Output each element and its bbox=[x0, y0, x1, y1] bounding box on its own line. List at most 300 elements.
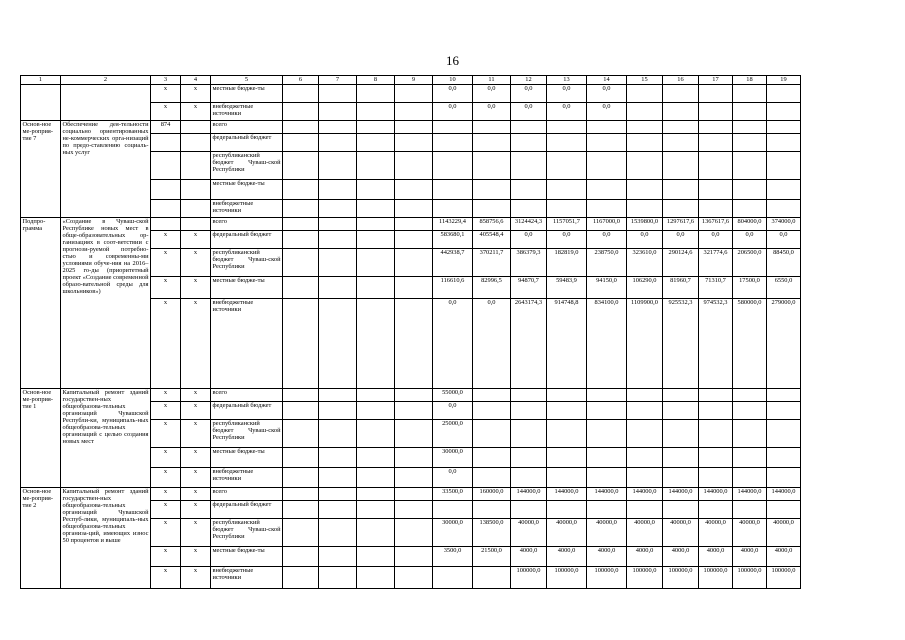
table-row bbox=[21, 218, 801, 231]
value-cell: 442938,7 bbox=[433, 249, 473, 277]
value-cell: 21500,0 bbox=[473, 547, 511, 567]
value-cell: 4000,0 bbox=[663, 547, 699, 567]
value-cell: 81960,7 bbox=[663, 277, 699, 299]
code-cell: х bbox=[151, 299, 181, 389]
code-cell: х bbox=[151, 402, 181, 420]
code-cell bbox=[181, 121, 211, 134]
empty-cell bbox=[283, 231, 319, 249]
value-cell bbox=[473, 420, 511, 448]
empty-cell bbox=[283, 103, 319, 121]
value-cell bbox=[733, 121, 767, 134]
code-cell: х bbox=[181, 389, 211, 402]
source-cell: республиканский бюджет Чуваш-ской Республики bbox=[211, 420, 283, 448]
source-cell: внебюджетные источники bbox=[211, 468, 283, 488]
source-cell: республиканский бюджет Чуваш-ской Республики bbox=[211, 519, 283, 547]
value-cell bbox=[587, 468, 627, 488]
value-cell bbox=[547, 448, 587, 468]
empty-cell bbox=[395, 249, 433, 277]
empty-cell bbox=[357, 152, 395, 180]
name-cell: Капитальный ремонт зданий государствен-ных общеобразова-тельных организаций Чувашской Респуб-лики, муниципаль-ных общеобразова-тельных организа-ций, имеющих износ 50 процентов и выше bbox=[61, 488, 151, 589]
value-cell bbox=[511, 468, 547, 488]
empty-cell bbox=[319, 85, 357, 103]
value-cell: 0,0 bbox=[547, 103, 587, 121]
value-cell bbox=[699, 448, 733, 468]
code-cell: х bbox=[181, 567, 211, 589]
value-cell: 40000,0 bbox=[733, 519, 767, 547]
empty-cell bbox=[319, 468, 357, 488]
empty-cell bbox=[283, 85, 319, 103]
value-cell bbox=[733, 152, 767, 180]
code-cell: х bbox=[181, 519, 211, 547]
value-cell: 4000,0 bbox=[767, 547, 801, 567]
value-cell bbox=[663, 152, 699, 180]
empty-cell bbox=[319, 402, 357, 420]
value-cell bbox=[627, 121, 663, 134]
code-cell bbox=[151, 218, 181, 231]
code-cell: х bbox=[151, 488, 181, 501]
empty-cell bbox=[283, 277, 319, 299]
value-cell bbox=[473, 448, 511, 468]
value-cell: 25000,0 bbox=[433, 420, 473, 448]
code-cell: х bbox=[181, 277, 211, 299]
value-cell: 100000,0 bbox=[547, 567, 587, 589]
source-cell: всего bbox=[211, 389, 283, 402]
value-cell bbox=[473, 180, 511, 200]
value-cell bbox=[767, 468, 801, 488]
value-cell bbox=[511, 152, 547, 180]
value-cell: 40000,0 bbox=[511, 519, 547, 547]
value-cell: 386379,3 bbox=[511, 249, 547, 277]
empty-cell bbox=[283, 402, 319, 420]
table-body bbox=[21, 76, 801, 589]
empty-cell bbox=[283, 547, 319, 567]
empty-cell bbox=[357, 180, 395, 200]
value-cell: 40000,0 bbox=[767, 519, 801, 547]
empty-cell bbox=[357, 249, 395, 277]
empty-cell bbox=[319, 519, 357, 547]
source-cell: местные бюдже-ты bbox=[211, 547, 283, 567]
value-cell: 138500,0 bbox=[473, 519, 511, 547]
value-cell bbox=[473, 567, 511, 589]
empty-cell bbox=[395, 402, 433, 420]
empty-cell bbox=[283, 299, 319, 389]
value-cell bbox=[663, 103, 699, 121]
header-cell: 2 bbox=[61, 76, 151, 85]
value-cell: 144000,0 bbox=[627, 488, 663, 501]
value-cell bbox=[587, 180, 627, 200]
name-cell: «Создание в Чуваш-ской Республике новых мест в обще-образовательных ор-ганизациях в соот-ветствии с прогнози-руемой потребно-стью и современны-ми условиями обуче-ния на 2016–2025 го-ды (приоритетный проект «Создание современной образо-вательной среды для школьников») bbox=[61, 218, 151, 389]
value-cell bbox=[473, 468, 511, 488]
empty-cell bbox=[395, 277, 433, 299]
source-cell: внебюджетные источники bbox=[211, 299, 283, 389]
source-cell: федеральный бюджет bbox=[211, 134, 283, 152]
empty-cell bbox=[283, 389, 319, 402]
value-cell bbox=[473, 121, 511, 134]
value-cell: 4000,0 bbox=[733, 547, 767, 567]
code-cell bbox=[181, 152, 211, 180]
value-cell: 30000,0 bbox=[433, 519, 473, 547]
empty-cell bbox=[357, 547, 395, 567]
value-cell bbox=[627, 501, 663, 519]
value-cell bbox=[587, 402, 627, 420]
value-cell bbox=[699, 152, 733, 180]
empty-cell bbox=[283, 121, 319, 134]
value-cell: 580000,0 bbox=[733, 299, 767, 389]
value-cell: 1109900,0 bbox=[627, 299, 663, 389]
code-cell: х bbox=[151, 103, 181, 121]
empty-cell bbox=[319, 420, 357, 448]
value-cell: 59483,9 bbox=[547, 277, 587, 299]
empty-cell bbox=[319, 231, 357, 249]
empty-cell bbox=[319, 218, 357, 231]
value-cell bbox=[433, 200, 473, 218]
value-cell: 82996,5 bbox=[473, 277, 511, 299]
value-cell bbox=[473, 134, 511, 152]
value-cell bbox=[699, 103, 733, 121]
empty-cell bbox=[395, 389, 433, 402]
value-cell: 238750,0 bbox=[587, 249, 627, 277]
header-cell: 14 bbox=[587, 76, 627, 85]
value-cell: 858756,6 bbox=[473, 218, 511, 231]
value-cell: 0,0 bbox=[699, 231, 733, 249]
code-cell: х bbox=[151, 501, 181, 519]
value-cell: 144000,0 bbox=[767, 488, 801, 501]
value-cell bbox=[433, 501, 473, 519]
value-cell: 0,0 bbox=[587, 85, 627, 103]
value-cell: 0,0 bbox=[433, 299, 473, 389]
code-cell bbox=[181, 200, 211, 218]
value-cell bbox=[733, 420, 767, 448]
code-cell: х bbox=[181, 299, 211, 389]
empty-cell bbox=[319, 180, 357, 200]
value-cell bbox=[627, 420, 663, 448]
value-cell bbox=[473, 402, 511, 420]
value-cell bbox=[627, 200, 663, 218]
empty-cell bbox=[395, 501, 433, 519]
value-cell bbox=[699, 468, 733, 488]
source-cell: всего bbox=[211, 488, 283, 501]
value-cell bbox=[699, 402, 733, 420]
code-cell: х bbox=[181, 231, 211, 249]
empty-cell bbox=[395, 152, 433, 180]
value-cell: 0,0 bbox=[473, 299, 511, 389]
code-cell: х bbox=[151, 85, 181, 103]
value-cell: 0,0 bbox=[433, 402, 473, 420]
value-cell: 100000,0 bbox=[699, 567, 733, 589]
value-cell: 583680,1 bbox=[433, 231, 473, 249]
program-cell: Основ-ное ме-роприя-тие 2 bbox=[21, 488, 61, 589]
value-cell bbox=[663, 501, 699, 519]
value-cell bbox=[663, 468, 699, 488]
header-cell: 17 bbox=[699, 76, 733, 85]
value-cell bbox=[627, 103, 663, 121]
value-cell bbox=[663, 134, 699, 152]
value-cell: 40000,0 bbox=[663, 519, 699, 547]
header-cell: 4 bbox=[181, 76, 211, 85]
empty-cell bbox=[283, 249, 319, 277]
empty-cell bbox=[283, 567, 319, 589]
name-cell: Обеспечение дея-тельности социально ориентированных не-коммерческих орга-низаций по предо-ставлению социаль-ных услуг bbox=[61, 121, 151, 218]
empty-cell bbox=[283, 468, 319, 488]
value-cell: 4000,0 bbox=[699, 547, 733, 567]
empty-cell bbox=[395, 180, 433, 200]
empty-cell bbox=[283, 448, 319, 468]
source-cell: федеральный бюджет bbox=[211, 231, 283, 249]
value-cell: 925532,3 bbox=[663, 299, 699, 389]
code-cell bbox=[181, 180, 211, 200]
table-row bbox=[21, 488, 801, 501]
header-cell: 8 bbox=[357, 76, 395, 85]
value-cell bbox=[511, 180, 547, 200]
code-cell: х bbox=[181, 85, 211, 103]
value-cell bbox=[767, 501, 801, 519]
value-cell bbox=[547, 134, 587, 152]
value-cell: 94870,7 bbox=[511, 277, 547, 299]
value-cell bbox=[663, 121, 699, 134]
source-cell: республиканский бюджет Чуваш-ской Республики bbox=[211, 249, 283, 277]
code-cell: х bbox=[181, 103, 211, 121]
code-cell: х bbox=[151, 567, 181, 589]
value-cell bbox=[587, 448, 627, 468]
value-cell: 1167000,0 bbox=[587, 218, 627, 231]
empty-cell bbox=[395, 218, 433, 231]
value-cell: 974532,3 bbox=[699, 299, 733, 389]
header-cell: 3 bbox=[151, 76, 181, 85]
value-cell: 374000,0 bbox=[767, 218, 801, 231]
value-cell bbox=[511, 134, 547, 152]
empty-cell bbox=[395, 488, 433, 501]
value-cell bbox=[733, 180, 767, 200]
value-cell: 0,0 bbox=[433, 103, 473, 121]
code-cell bbox=[151, 152, 181, 180]
empty-cell bbox=[357, 567, 395, 589]
value-cell bbox=[511, 448, 547, 468]
value-cell bbox=[627, 468, 663, 488]
value-cell: 88450,0 bbox=[767, 249, 801, 277]
header-cell: 9 bbox=[395, 76, 433, 85]
value-cell: 71310,7 bbox=[699, 277, 733, 299]
value-cell bbox=[767, 420, 801, 448]
header-cell: 16 bbox=[663, 76, 699, 85]
empty-cell bbox=[319, 448, 357, 468]
empty-cell bbox=[283, 180, 319, 200]
value-cell bbox=[433, 121, 473, 134]
value-cell: 160000,0 bbox=[473, 488, 511, 501]
empty-cell bbox=[357, 85, 395, 103]
source-cell: местные бюдже-ты bbox=[211, 180, 283, 200]
value-cell bbox=[547, 402, 587, 420]
value-cell: 804000,0 bbox=[733, 218, 767, 231]
value-cell bbox=[663, 180, 699, 200]
code-cell: х bbox=[181, 448, 211, 468]
code-cell bbox=[151, 180, 181, 200]
empty-cell bbox=[395, 547, 433, 567]
value-cell bbox=[473, 152, 511, 180]
value-cell bbox=[627, 389, 663, 402]
value-cell bbox=[699, 501, 733, 519]
value-cell: 914748,8 bbox=[547, 299, 587, 389]
value-cell: 40000,0 bbox=[699, 519, 733, 547]
code-cell: х bbox=[151, 231, 181, 249]
value-cell bbox=[733, 389, 767, 402]
value-cell: 100000,0 bbox=[663, 567, 699, 589]
value-cell: 144000,0 bbox=[547, 488, 587, 501]
empty-cell bbox=[395, 121, 433, 134]
code-cell: х bbox=[151, 389, 181, 402]
value-cell bbox=[767, 103, 801, 121]
value-cell: 0,0 bbox=[587, 103, 627, 121]
header-cell: 19 bbox=[767, 76, 801, 85]
source-cell: федеральный бюджет bbox=[211, 402, 283, 420]
empty-cell bbox=[319, 134, 357, 152]
value-cell bbox=[767, 402, 801, 420]
name-cell: Капитальный ремонт зданий государствен-ных общеобразова-тельных организаций Чувашской Республи-ки, муниципаль-ных общеобразова-тельных организаций с целью создания новых мест bbox=[61, 389, 151, 488]
header-cell: 7 bbox=[319, 76, 357, 85]
value-cell: 0,0 bbox=[733, 231, 767, 249]
value-cell bbox=[663, 200, 699, 218]
header-cell: 5 bbox=[211, 76, 283, 85]
value-cell bbox=[733, 200, 767, 218]
empty-cell bbox=[357, 468, 395, 488]
empty-cell bbox=[357, 103, 395, 121]
code-cell: х bbox=[181, 547, 211, 567]
value-cell: 100000,0 bbox=[733, 567, 767, 589]
empty-cell bbox=[357, 389, 395, 402]
code-cell: 874 bbox=[151, 121, 181, 134]
value-cell bbox=[547, 152, 587, 180]
empty-cell bbox=[395, 134, 433, 152]
page-number: 16 bbox=[446, 53, 459, 68]
value-cell bbox=[627, 402, 663, 420]
code-cell: х bbox=[181, 501, 211, 519]
empty-cell bbox=[357, 448, 395, 468]
header-cell: 12 bbox=[511, 76, 547, 85]
value-cell bbox=[587, 134, 627, 152]
code-cell bbox=[181, 134, 211, 152]
value-cell bbox=[767, 121, 801, 134]
empty-cell bbox=[357, 501, 395, 519]
source-cell: республиканский бюджет Чуваш-ской Республики bbox=[211, 152, 283, 180]
header-cell: 18 bbox=[733, 76, 767, 85]
source-cell: всего bbox=[211, 218, 283, 231]
value-cell: 33500,0 bbox=[433, 488, 473, 501]
value-cell bbox=[627, 85, 663, 103]
source-cell: внебюджетные источники bbox=[211, 200, 283, 218]
value-cell bbox=[547, 180, 587, 200]
value-cell bbox=[547, 468, 587, 488]
value-cell: 55000,0 bbox=[433, 389, 473, 402]
value-cell: 30000,0 bbox=[433, 448, 473, 468]
value-cell bbox=[511, 402, 547, 420]
value-cell: 4000,0 bbox=[587, 547, 627, 567]
source-cell: местные бюдже-ты bbox=[211, 277, 283, 299]
value-cell: 1539800,0 bbox=[627, 218, 663, 231]
empty-cell bbox=[319, 501, 357, 519]
value-cell: 1367617,6 bbox=[699, 218, 733, 231]
empty-cell bbox=[395, 468, 433, 488]
empty-cell bbox=[283, 152, 319, 180]
empty-cell bbox=[357, 121, 395, 134]
table-row bbox=[21, 85, 801, 103]
name-cell bbox=[61, 85, 151, 121]
value-cell bbox=[627, 180, 663, 200]
table-row bbox=[21, 121, 801, 134]
value-cell bbox=[767, 134, 801, 152]
value-cell bbox=[587, 121, 627, 134]
value-cell: 116610,6 bbox=[433, 277, 473, 299]
empty-cell bbox=[357, 200, 395, 218]
value-cell bbox=[473, 389, 511, 402]
value-cell bbox=[547, 420, 587, 448]
value-cell bbox=[767, 200, 801, 218]
value-cell: 17500,0 bbox=[733, 277, 767, 299]
header-cell: 6 bbox=[283, 76, 319, 85]
empty-cell bbox=[319, 567, 357, 589]
value-cell bbox=[733, 85, 767, 103]
value-cell: 1297617,6 bbox=[663, 218, 699, 231]
value-cell bbox=[511, 200, 547, 218]
value-cell: 3500,0 bbox=[433, 547, 473, 567]
empty-cell bbox=[319, 200, 357, 218]
value-cell bbox=[699, 121, 733, 134]
value-cell bbox=[511, 420, 547, 448]
value-cell: 144000,0 bbox=[663, 488, 699, 501]
value-cell bbox=[699, 389, 733, 402]
empty-cell bbox=[395, 299, 433, 389]
program-cell: Основ-ное ме-роприя-тие 1 bbox=[21, 389, 61, 488]
value-cell: 106290,0 bbox=[627, 277, 663, 299]
empty-cell bbox=[357, 231, 395, 249]
value-cell: 94150,0 bbox=[587, 277, 627, 299]
empty-cell bbox=[357, 277, 395, 299]
empty-cell bbox=[319, 488, 357, 501]
empty-cell bbox=[357, 488, 395, 501]
value-cell: 0,0 bbox=[511, 231, 547, 249]
value-cell bbox=[767, 389, 801, 402]
code-cell: х bbox=[151, 519, 181, 547]
empty-cell bbox=[283, 488, 319, 501]
value-cell: 100000,0 bbox=[767, 567, 801, 589]
value-cell: 2643174,3 bbox=[511, 299, 547, 389]
value-cell: 4000,0 bbox=[511, 547, 547, 567]
value-cell: 0,0 bbox=[547, 85, 587, 103]
value-cell: 40000,0 bbox=[627, 519, 663, 547]
value-cell bbox=[511, 501, 547, 519]
empty-cell bbox=[357, 299, 395, 389]
code-cell: х bbox=[181, 488, 211, 501]
empty-cell bbox=[319, 547, 357, 567]
table-row bbox=[21, 389, 801, 402]
value-cell: 4000,0 bbox=[547, 547, 587, 567]
value-cell bbox=[767, 85, 801, 103]
value-cell bbox=[587, 152, 627, 180]
empty-cell bbox=[319, 249, 357, 277]
value-cell: 206500,0 bbox=[733, 249, 767, 277]
value-cell: 0,0 bbox=[433, 468, 473, 488]
empty-cell bbox=[395, 231, 433, 249]
empty-cell bbox=[283, 501, 319, 519]
value-cell: 144000,0 bbox=[587, 488, 627, 501]
value-cell bbox=[699, 420, 733, 448]
empty-cell bbox=[283, 134, 319, 152]
value-cell: 0,0 bbox=[587, 231, 627, 249]
code-cell: х bbox=[181, 420, 211, 448]
value-cell: 6550,0 bbox=[767, 277, 801, 299]
value-cell bbox=[663, 448, 699, 468]
value-cell bbox=[767, 180, 801, 200]
code-cell bbox=[151, 134, 181, 152]
value-cell: 0,0 bbox=[511, 103, 547, 121]
